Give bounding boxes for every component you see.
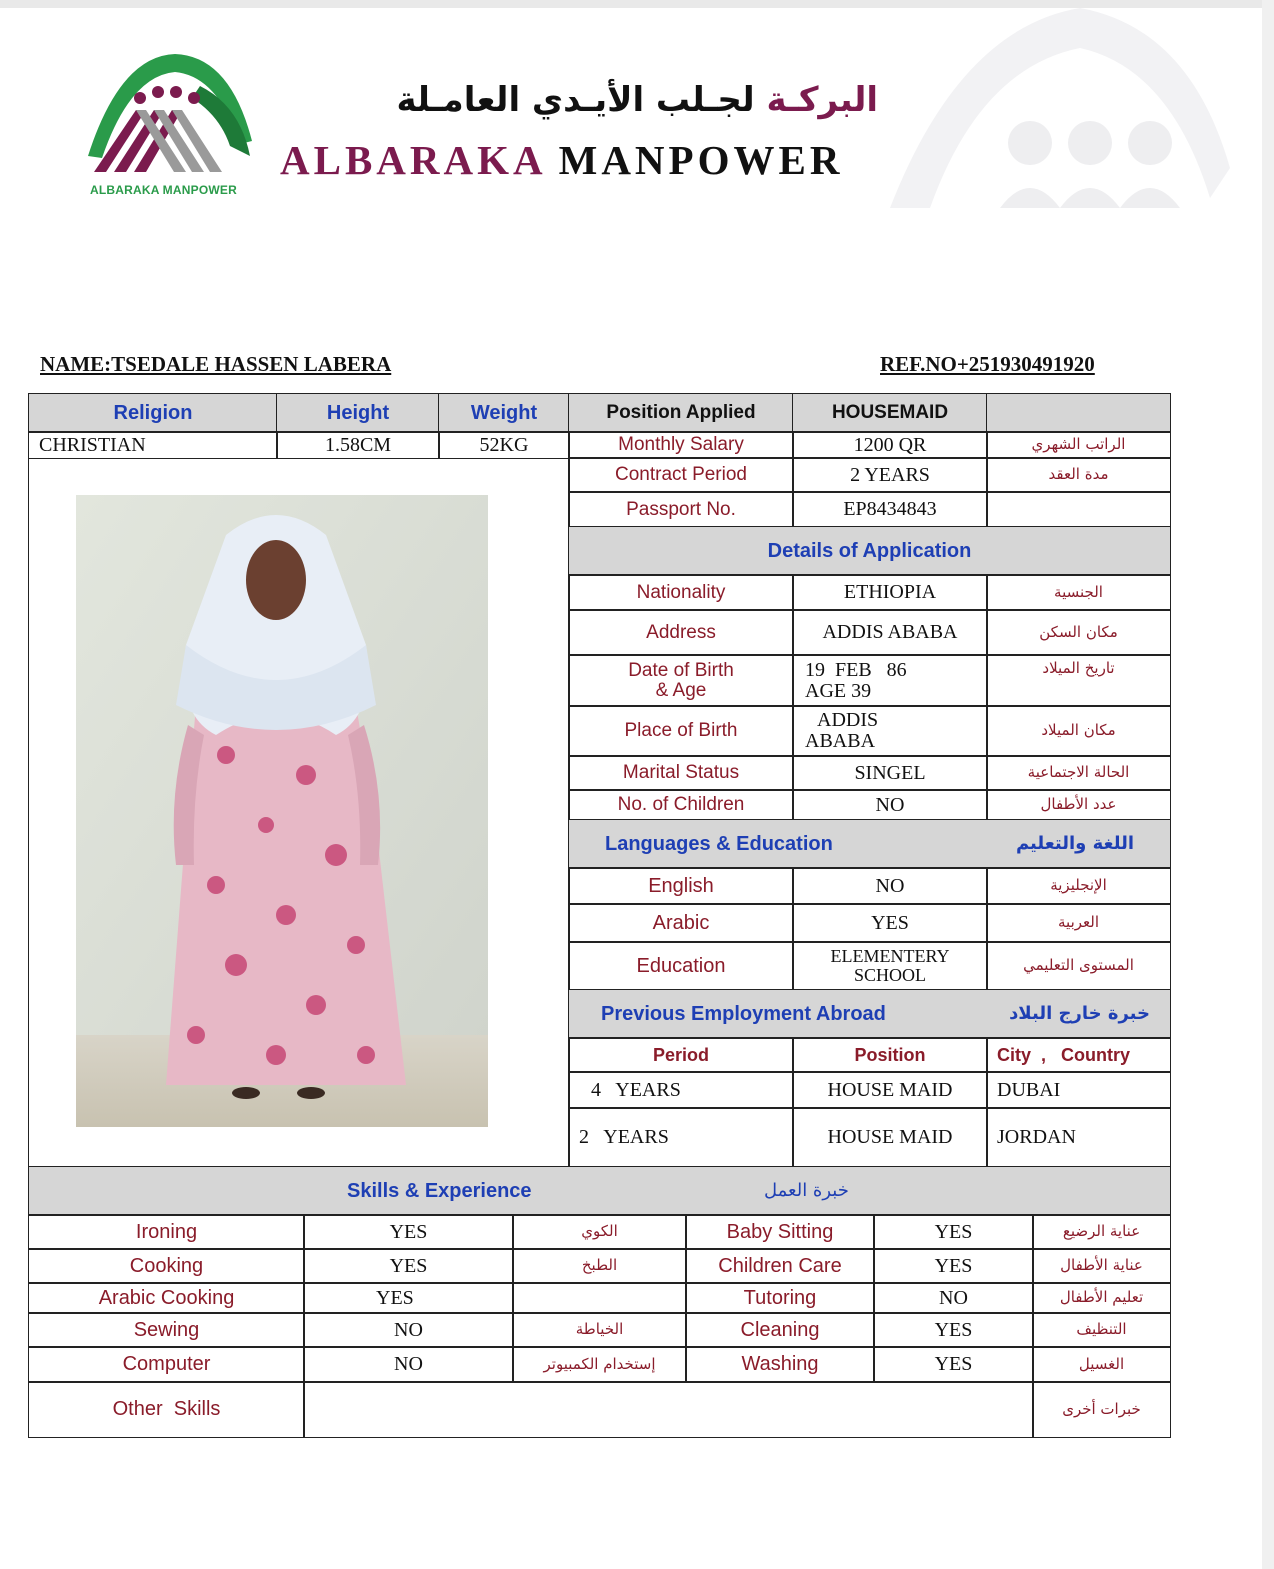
weight-header: Weight xyxy=(438,393,570,433)
skill-baby-sitting-arabic: عناية الرضيع xyxy=(1032,1214,1171,1250)
employment-row-1-city: DUBAI xyxy=(986,1071,1171,1109)
address-arabic: مكان السكن xyxy=(986,609,1171,656)
address-value: ADDIS ABABA xyxy=(792,609,988,656)
skill-computer-value: NO xyxy=(303,1346,514,1383)
children-value: NO xyxy=(792,789,988,821)
skill-arabic-cooking-arabic xyxy=(512,1282,687,1314)
skill-ironing-label: Ironing xyxy=(28,1214,305,1250)
skill-washing-label: Washing xyxy=(685,1346,875,1383)
children-arabic: عدد الأطفال xyxy=(986,789,1171,821)
candidate-photo xyxy=(76,495,488,1127)
skill-cleaning-value: YES xyxy=(873,1312,1034,1348)
arabic-arabic: العربية xyxy=(986,903,1171,943)
skill-tutoring-label: Tutoring xyxy=(685,1282,875,1314)
passport-arabic xyxy=(986,491,1171,528)
contract-period-label: Contract Period xyxy=(568,457,794,493)
skill-baby-sitting-value: YES xyxy=(873,1214,1034,1250)
company-name-english: ALBARAKA MANPOWER xyxy=(280,137,844,183)
skill-computer-arabic: إستخدام الكمبيوتر xyxy=(512,1346,687,1383)
skill-baby-sitting-label: Baby Sitting xyxy=(685,1214,875,1250)
skill-children-care-arabic: عناية الأطفال xyxy=(1032,1248,1171,1284)
employment-row-1-period: 4 YEARS xyxy=(568,1071,794,1109)
nationality-arabic: الجنسية xyxy=(986,574,1171,611)
watermark-logo xyxy=(890,8,1230,208)
dob-arabic: تاريخ الميلاد xyxy=(986,654,1171,707)
dob-label-line1: Date of Birth xyxy=(628,659,734,681)
company-name-arabic: البركـة لجـلب الأيـدي العامـلة xyxy=(396,80,878,120)
employment-row-2-period: 2 YEARS xyxy=(568,1107,794,1168)
skill-children-care-value: YES xyxy=(873,1248,1034,1284)
nationality-value: ETHIOPIA xyxy=(792,574,988,611)
skill-cooking-value: YES xyxy=(303,1248,514,1284)
skill-children-care-label: Children Care xyxy=(685,1248,875,1284)
nationality-label: Nationality xyxy=(568,574,794,611)
skill-arabic-cooking-value: YES xyxy=(303,1282,514,1314)
place-of-birth-value xyxy=(792,705,988,757)
education-line2: SCHOOL xyxy=(853,965,926,985)
monthly-salary-arabic: الراتب الشهري xyxy=(986,431,1171,459)
other-skills-arabic: خبرات أخرى xyxy=(1032,1381,1171,1438)
skill-tutoring-value: NO xyxy=(873,1282,1034,1314)
employment-col-position: Position xyxy=(792,1037,988,1073)
place-of-birth-line2: ABABA xyxy=(805,730,876,752)
skill-cleaning-label: Cleaning xyxy=(685,1312,875,1348)
other-skills-label: Other Skills xyxy=(28,1381,305,1438)
skill-ironing-arabic: الكوي xyxy=(512,1214,687,1250)
employment-heading-arabic: خبرة خارج البلاد xyxy=(1009,1002,1150,1024)
skill-sewing-value: NO xyxy=(303,1312,514,1348)
employment-row-1-position: HOUSE MAID xyxy=(792,1071,988,1109)
passport-label: Passport No. xyxy=(568,491,794,528)
reference-number: REF.NO+251930491920 xyxy=(880,352,1095,376)
skill-cooking-label: Cooking xyxy=(28,1248,305,1284)
english-arabic: الإنجليزية xyxy=(986,867,1171,905)
height-header: Height xyxy=(276,393,440,433)
dob-label xyxy=(568,654,794,707)
logo-caption: ALBARAKA MANPOWER xyxy=(90,183,237,197)
skill-arabic-cooking-label: Arabic Cooking xyxy=(28,1282,305,1314)
dob-date: 19 FEB 86 xyxy=(805,658,907,681)
employment-row-2-position: HOUSE MAID xyxy=(792,1107,988,1168)
languages-heading-text: Languages & Education xyxy=(605,832,833,855)
details-heading: Details of Application xyxy=(568,526,1171,576)
education-value xyxy=(792,941,988,991)
marital-status-arabic: الحالة الاجتماعية xyxy=(986,755,1171,791)
employment-col-city: City , Country xyxy=(986,1037,1171,1073)
monthly-salary-label: Monthly Salary xyxy=(568,431,794,459)
skill-washing-value: YES xyxy=(873,1346,1034,1383)
children-label: No. of Children xyxy=(568,789,794,821)
arabic-label: Arabic xyxy=(568,903,794,943)
religion-value: CHRISTIAN xyxy=(28,431,278,459)
contract-period-arabic: مدة العقد xyxy=(986,457,1171,493)
skill-cooking-arabic: الطبخ xyxy=(512,1248,687,1284)
skill-tutoring-arabic: تعليم الأطفال xyxy=(1032,1282,1171,1314)
education-line1: ELEMENTERY xyxy=(830,946,950,967)
weight-value: 52KG xyxy=(438,431,570,459)
skills-heading-text: Skills & Experience xyxy=(347,1179,532,1202)
dob-value xyxy=(792,654,988,707)
dob-label-line2: & Age xyxy=(655,679,707,701)
skill-sewing-label: Sewing xyxy=(28,1312,305,1348)
skill-sewing-arabic: الخياطة xyxy=(512,1312,687,1348)
position-applied-arabic xyxy=(986,393,1171,433)
skills-heading-arabic: خبرة العمل xyxy=(764,1179,849,1201)
skill-washing-arabic: الغسيل xyxy=(1032,1346,1171,1383)
english-value: NO xyxy=(792,867,988,905)
employment-heading-text: Previous Employment Abroad xyxy=(601,1002,886,1025)
languages-heading-arabic: اللغة والتعليم xyxy=(1015,832,1134,854)
monthly-salary-value: 1200 QR xyxy=(792,431,988,459)
position-applied-label: Position Applied xyxy=(568,393,794,433)
arabic-value: YES xyxy=(792,903,988,943)
dob-age: AGE 39 xyxy=(805,679,872,702)
page-edge-right xyxy=(1262,0,1274,1569)
page-edge-top xyxy=(0,0,1274,8)
skill-cleaning-arabic: التنظيف xyxy=(1032,1312,1171,1348)
passport-value: EP8434843 xyxy=(792,491,988,528)
marital-status-label: Marital Status xyxy=(568,755,794,791)
other-skills-value xyxy=(303,1381,1034,1438)
marital-status-value: SINGEL xyxy=(792,755,988,791)
english-label: English xyxy=(568,867,794,905)
height-value: 1.58CM xyxy=(276,431,440,459)
employment-row-2-city: JORDAN xyxy=(986,1107,1171,1168)
religion-header: Religion xyxy=(28,393,278,433)
skill-computer-label: Computer xyxy=(28,1346,305,1383)
contract-period-value: 2 YEARS xyxy=(792,457,988,493)
position-applied-value: HOUSEMAID xyxy=(792,393,988,433)
skills-heading xyxy=(28,1166,1171,1216)
address-label: Address xyxy=(568,609,794,656)
languages-heading xyxy=(568,819,1171,869)
education-arabic: المستوى التعليمي xyxy=(986,941,1171,991)
place-of-birth-line1: ADDIS xyxy=(817,709,879,731)
employment-heading xyxy=(568,989,1171,1039)
albaraka-logo xyxy=(80,46,260,206)
education-label: Education xyxy=(568,941,794,991)
place-of-birth-label: Place of Birth xyxy=(568,705,794,757)
place-of-birth-arabic: مكان الميلاد xyxy=(986,705,1171,757)
skill-ironing-value: YES xyxy=(303,1214,514,1250)
employment-col-period: Period xyxy=(568,1037,794,1073)
candidate-name: NAME:TSEDALE HASSEN LABERA xyxy=(40,352,392,376)
